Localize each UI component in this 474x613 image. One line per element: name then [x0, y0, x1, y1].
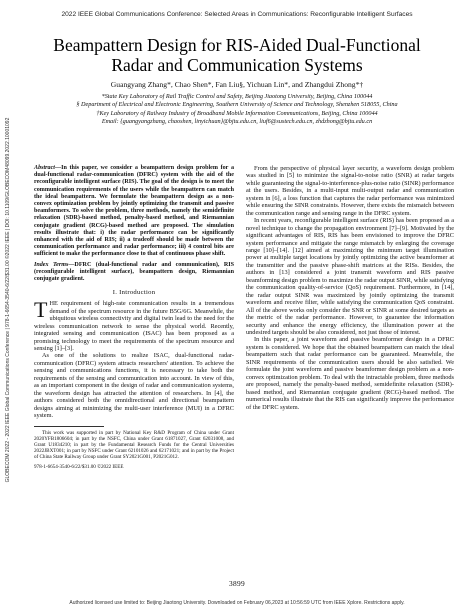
- intro-paragraph-1: [34, 297, 234, 352]
- index-terms: [34, 262, 234, 284]
- conference-header: 2022 IEEE Global Communications Conference: Selected Areas in Communications: Reconfigurable Intelligent Surfaces: [61, 11, 413, 18]
- affiliation-3: †Key Laboratory of Railway Industry of Broadband Mobile Information Communications, Beijing, China 100044: [96, 109, 378, 117]
- title-line-1: Beampattern Design for RIS-Aided Dual-Functional: [53, 35, 421, 55]
- page-number: 3899: [229, 579, 245, 588]
- section-heading-introduction: I. Introduction: [112, 289, 156, 297]
- abstract: [34, 165, 234, 259]
- right-column: [246, 165, 454, 411]
- abstract-label: Abstract: [34, 165, 55, 171]
- paper-title: [20, 35, 454, 75]
- copyright-notice: 978-1-6654-3540-6/22/$31.00 ©2022 IEEE: [34, 463, 124, 470]
- intro-paragraph-1-text: HE requirement of high-rate communication results in a tremendous demand of the spectrum resource in the future B5G/6G. Meanwhile, the ubiquitous wireless connectivity and digital twin lead to the need for the wireless communication network to sense the physical world. Recently, integrated sensing and communication (ISAC) has been proposed as a promising technology to meet the requirements of the spectrum resource and sensing [1]–[3].: [34, 300, 234, 352]
- left-column: [34, 165, 234, 470]
- abstract-text: —In this paper, we consider a beampattern design problem for a dual-functional radar-communication (DFRC) system with the aid of the reconfigurable intelligent surface (RIS). The goal of the design is to meet the communication requirements of the users while the beampattern can match the ideal beampattern. We formulate the beampattern design as a non-convex optimization problem by jointly optimizing the transmit and passive beamformers. To solve the problem, three methods, namely the semidefinite relaxation (SDR)-based method, penalty-based method, and Riemannian conjugate gradient (RCG)-based method are proposed. The simulation results illustrate that: i) the radar performance can be significantly enhanced with the aid of RIS; ii) a tradeoff should be made between the communication performance and radar performance; iii) 4 control bits are sufficient to make the performance close to that of continuous phase shift.: [34, 165, 234, 258]
- title-line-2: Radar and Communication Systems: [111, 55, 363, 75]
- affiliations: [20, 93, 454, 127]
- funding-footnote: This work was supported in part by National Key R&D Program of China under Grant 2020YFB1806604; in part by the NSFC, China under Grant 61871027, Grant 62031008, and Grant U1834210; in part by the Fundamental Research Funds for the Central Universities 2022JBXT001; in part by NSFC under Grant 62101026 and 62171021; and in part by the Project of China State Railway Group under Grant SY2021G001, P2021G012.: [34, 429, 234, 460]
- index-terms-text: —DFRC (dual-functional radar and communication), RIS (reconfigurable intelligent surface), beampattern design, Riemannian conjugate gradient.: [34, 261, 234, 283]
- authorization-footer: Authorized licensed use limited to: Beijing Jiaotong University. Downloaded on February 06,2023 at 10:56:59 UTC from IEEE Xplore. Restrictions apply.: [69, 600, 405, 606]
- affiliation-2: § Department of Electrical and Electronic Engineering, Southern University of Science and Technology, Shenzhen 518055, China: [76, 101, 398, 109]
- doi-sidebar: GLOBECOM 2022 - 2022 IEEE Global Communications Conference | 978-1-6654-3540-6/22/$31.00 ©2022 IEEE | DOI: 10.1109/GLOBECOM48099.2022.10001092: [5, 117, 11, 483]
- right-paragraph-1: From the perspective of physical layer security, a waveform design problem was studied in [5] to minimize the signal-to-noise ratio (SNR) at radar targets while guaranteeing the signal-to-interference-plus-noise ratio (SINR) performance at the users. Besides, in a multi-input multi-output radar and communication system in [6], a loss function that captures the radar performance was minimized while ensuring the SINR constraints. However, there exists the mismatch between the communication range and sensing range in the DFRC system.: [246, 165, 454, 217]
- affiliation-1: *State Key Laboratory of Rail Traffic Control and Safety, Beijing Jiaotong University, Beijing, China 100044: [101, 93, 373, 100]
- drop-cap: T: [34, 297, 48, 323]
- affiliation-email: Email: {guangyangzhang, chaoshen, linyichuan}@bjtu.edu.cn, liuf6@sustech.edu.cn, zhdzhong@bjtu.edu.cn: [101, 118, 373, 126]
- right-paragraph-2: In recent years, reconfigurable intelligent surface (RIS) has been proposed as a novel technique to change the propagation environment [7]–[9]. Motivated by the significant advantages of RIS, RIS has been envisioned to improve the DFRC system performance and mitigate the range mismatch by enlarging the coverage range [10]–[14]. [12] aimed at maximizing the minimum target illumination power at multiple target locations by jointly optimizing the active beamformer at the transmitter and the passive phase-shift matrices at the RISs. Besides, the authors in [13] considered a joint transmit waveform and RIS passive beamforming design problem to maximize the radar output SINR, while satisfying the communication quality-of-service (QoS) requirement. Furthermore, in [14], the radar output SINR was maximized by jointly optimizing the transmit waveform and receive filter, while satisfying the communication QoS constraint. All of the above works only consider the SNR or SINR at some desired targets as the metric of the radar performance. However, to guarantee the information security and enhance the energy efficiency, the illumination power at the undesired targets should be also considered, not just those of interest.: [246, 217, 454, 336]
- intro-paragraph-2: As one of the solutions to realize ISAC, dual-functional radar-communication (DFRC) system attracts researchers' attention. To achieve the sensing and communications functions, it is necessary to take both the requirements of the sensing and communication into account. In view of this, as an important component in the design of radar and communication systems, the waveform design has attracted the attention of researchers. In [4], the authors considered both the omnidirectional and directional beampattern designs aiming at minimizing the multi-user interference (MUI) in a DFRC system.: [34, 352, 234, 420]
- author-list: Guangyang Zhang*, Chao Shen*, Fan Liu§, Yichuan Lin*, and Zhangdui Zhong*†: [110, 80, 364, 89]
- footnote-divider: [34, 426, 104, 427]
- right-paragraph-3: In this paper, a joint waveform and passive beamformer design in a DFRC system is considered. We hope that the obtained beampattern can match the ideal beampattern such that radar performance can be guaranteed. Meanwhile, the SINR requirements of the communication users should be also satisfied. We formulate the joint waveform and passive beamformer design problem as a non-convex optimization problem. To deal with the intractable problem, three methods are proposed, namely the penalty-based method, semidefinite relaxation (SDR)-based method, and Riemannian conjugate gradient (RCG)-based method. The numerical results illustrate that the RIS can significantly improve the performance of the DFRC system.: [246, 336, 454, 411]
- index-terms-label: Index Terms: [34, 261, 69, 268]
